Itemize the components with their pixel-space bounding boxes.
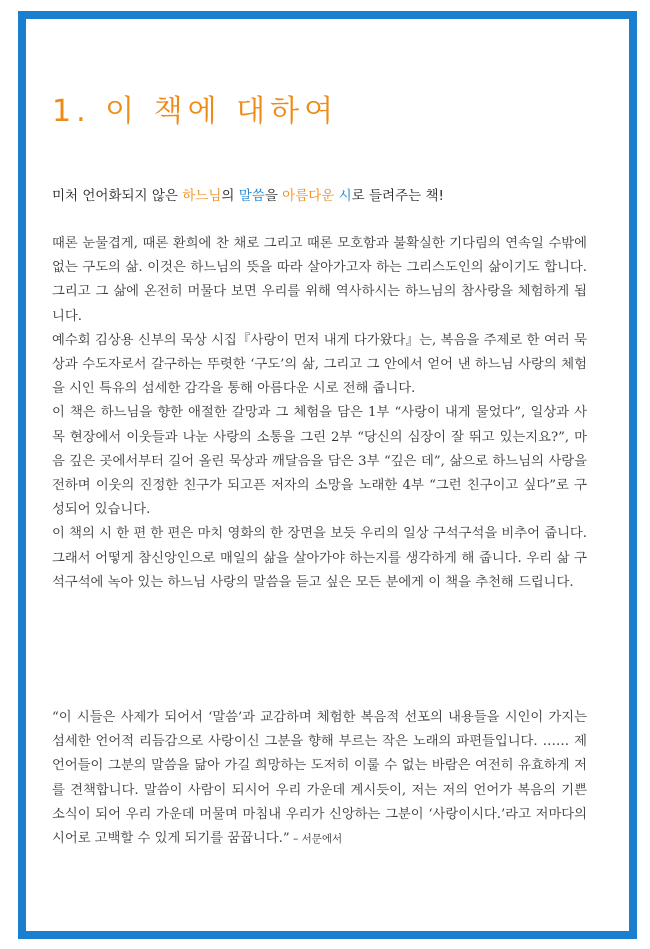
paragraph: 이 책은 하느님을 향한 애절한 갈망과 그 체험을 담은 1부 “사랑이 내게 물었다”, 일상과 사목 현장에서 이웃들과 나눈 사랑의 소통을 그린 2부 “당신의 심장이 잘 뛰고 있는지요?”, 마음 깊은 곳에서부터 길어 올린 묵상과 깨달음을 담은 3부 “깊은 데”, 삶으로 하느님의 사랑을 전하며 이웃의 진정한 친구가 되고픈 저자의 소망을 노래한 4부 “그런 친구이고 싶다”로 구성되어 있습니다.: [52, 405, 587, 518]
subtitle-part-highlight: 말씀: [238, 188, 265, 204]
subtitle: [52, 184, 444, 204]
subtitle-part-highlight: 아름다운: [282, 188, 335, 204]
body-text: [52, 232, 587, 595]
paragraph: 예수회 김상용 신부의 묵상 시집『사랑이 먼저 내게 다가왔다』는, 복음을 주제로 한 여러 묵상과 수도자로서 갈구하는 뚜렷한 ‘구도’의 삶, 그리고 그 안에서 얻어 낸 하느님 사랑의 체험을 시인 특유의 섬세한 감각을 통해 아름다운 시로 전해 줍니다.: [52, 332, 587, 397]
subtitle-part: 을: [264, 188, 283, 204]
subtitle-part: 미처 언어화되지 않은: [52, 188, 183, 204]
quote-text: “이 시들은 사제가 되어서 ‘말씀’과 교감하며 체험한 복음적 선포의 내용들을 시인이 가지는 섬세한 언어적 리듬감으로 사랑이신 그분을 향해 부르는 작은 노래의 파편들입니다. …… 제 언어들이 그분의 말씀을 닮아 가길 희망하는 도저히 이룰 수 없는 바람은 여전히 유효하게 저를 견책합니다. 말씀이 사람이 되시어 우리 가운데 계시듯이, 저는 저의 언어가 복음의 기쁜 소식이 되어 우리 가운데 머물며 마침내 우리가 신앙하는 그분이 ‘사랑이시다.’라고 저마다의 시어로 고백할 수 있게 되기를 꿈꿉니다.”: [52, 710, 587, 847]
subtitle-part: 의: [221, 188, 239, 204]
subtitle-part-highlight: 하느님: [182, 188, 222, 204]
paragraph: 때론 눈물겹게, 때론 환희에 찬 채로 그리고 때론 모호함과 불확실한 기다림의 연속일 수밖에 없는 구도의 삶. 이것은 하느님의 뜻을 따라 살아가고자 하는 그리스도인의 삶이기도 합니다. 그리고 그 삶에 온전히 머물다 보면 우리를 위해 역사하시는 하느님의 참사랑을 체험하게 됩니다.: [52, 236, 587, 324]
subtitle-part-highlight: 시: [338, 188, 352, 204]
subtitle-part: 로 들려주는 책!: [351, 188, 444, 204]
quote-source: – 서문에서: [289, 833, 343, 846]
page-title: 1. 이 책에 대하여: [52, 94, 339, 129]
preface-quote: [52, 706, 587, 851]
paragraph: 이 책의 시 한 편 한 편은 마치 영화의 한 장면을 보듯 우리의 일상 구석구석을 비추어 줍니다. 그래서 어떻게 참신앙인으로 매일의 삶을 살아가야 하는지를 생각하게 해 줍니다. 우리 삶 구석구석에 녹아 있는 하느님 사랑의 말씀을 듣고 싶은 모든 분에게 이 책을 추천해 드립니다.: [52, 526, 587, 590]
